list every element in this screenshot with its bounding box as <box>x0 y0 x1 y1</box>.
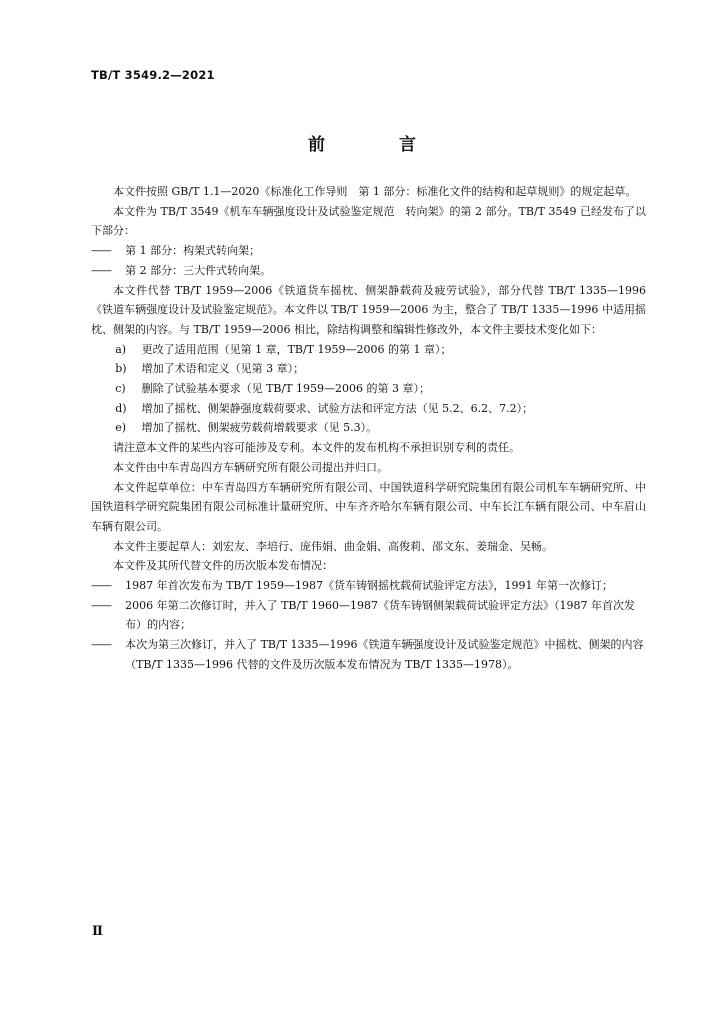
paragraph-history-intro: 本文件及其所代替文件的历次版本发布情况： <box>113 559 333 573</box>
list-item-text: 增加了摇枕、侧架静强度载荷要求、试验方法和评定方法（见 5.2、6.2、7.2）； <box>141 401 534 415</box>
list-item <box>91 241 646 261</box>
paragraph-drafting-units: 本文件起草单位：中车青岛四方车辆研究所有限公司、中国铁道科学研究院集团有限公司机车车辆研究所、中国铁道科学研究院集团有限公司标准计量研究所、中车齐齐哈尔车辆有限公司、中车长江车辆有限公司、中车眉山车辆有限公司。 <box>91 480 646 533</box>
list-item-text: 第 1 部分：构架式转向架； <box>125 244 261 258</box>
list-item-text: 增加了摇枕、侧架疲劳载荷增载要求（见 5.3）。 <box>141 421 378 435</box>
list-item <box>91 576 646 596</box>
list-item <box>91 596 646 635</box>
dash-mark: —— <box>91 598 111 612</box>
item-mark: b) <box>115 362 127 376</box>
dash-mark: —— <box>91 244 111 258</box>
list-item <box>91 261 646 281</box>
list-item <box>91 399 646 419</box>
list-item-text: 更改了适用范围（见第 1 章，TB/T 1959—2006 的第 1 章）； <box>141 342 452 356</box>
paragraph-drafting-rules: 本文件按照 GB/T 1.1—2020《标准化工作导则 第 1 部分：标准化文件的结构和起草规则》的规定起草。 <box>113 185 637 198</box>
list-item-text: 增加了术语和定义（见第 3 章）； <box>141 362 305 376</box>
paragraph-drafters: 本文件主要起草人：刘宏友、李培行、庞伟娟、曲金娟、高俊莉、邵文东、姜瑞金、吴畅。 <box>113 539 553 553</box>
paragraph-replacement: 本文件代替 TB/T 1959—2006《铁道货车摇枕、侧架静载荷及疲劳试验》，部分代替 TB/T 1335—1996《铁道车辆强度设计及试验鉴定规范》。本文件以 TB/T 1959—2006 为主，整合了 TB/T 1335—1996 中适用摇枕、侧架的内容。与 TB/T 1959—2006 相比，除结构调整和编辑性修改外，本文件主要技术变化如下： <box>91 283 646 336</box>
list-item <box>91 635 646 674</box>
list-item <box>91 340 646 360</box>
dash-mark: —— <box>91 263 111 277</box>
paragraph-proposer: 本文件由中车青岛四方车辆研究所有限公司提出并归口。 <box>113 460 388 474</box>
paragraph-part-info: 本文件为 TB/T 3549《机车车辆强度设计及试验鉴定规范 转向架》的第 2 部分。TB/T 3549 已经发布了以下部分： <box>91 204 646 238</box>
list-item <box>91 418 646 438</box>
document-code-header: TB/T 3549.2—2021 <box>91 68 215 82</box>
page-title: 前 言 <box>308 135 450 155</box>
list-item <box>91 359 646 379</box>
dash-mark: —— <box>91 638 111 652</box>
item-mark: e) <box>115 421 126 435</box>
paragraph-patent-notice: 请注意本文件的某些内容可能涉及专利。本文件的发布机构不承担识别专利的责任。 <box>113 441 520 455</box>
list-item-text: 1987 年首次发布为 TB/T 1959—1987《货车铸钢摇枕载荷试验评定方法》，1991 年第一次修订； <box>125 579 614 593</box>
list-item-text: 本次为第三次修订，并入了 TB/T 1335—1996《铁道车辆强度设计及试验鉴定规范》中摇枕、侧架的内容（TB/T 1335—1996 代替的文件及历次版本发布情况为 TB/T 1335—1978）。 <box>125 638 644 671</box>
list-item <box>91 379 646 399</box>
list-item-text: 第 2 部分：三大件式转向架。 <box>125 263 272 277</box>
foreword-body <box>91 182 646 675</box>
item-mark: d) <box>115 401 127 415</box>
item-mark: a) <box>115 342 127 356</box>
list-item-text: 2006 年第二次修订时，并入了 TB/T 1960—1987《货车铸钢侧架载荷试验评定方法》（1987 年首次发布）的内容； <box>125 598 636 632</box>
page-number: Ⅱ <box>92 924 103 939</box>
list-item-text: 删除了试验基本要求（见 TB/T 1959—2006 的第 3 章）； <box>141 382 431 396</box>
dash-mark: —— <box>91 579 111 593</box>
item-mark: c) <box>115 382 126 396</box>
